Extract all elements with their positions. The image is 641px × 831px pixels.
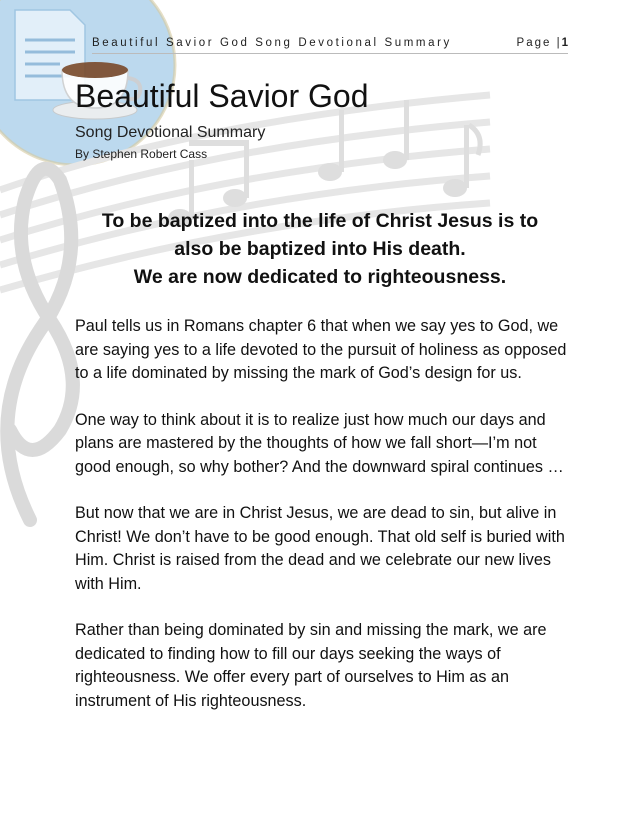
- key-statement-line: We are now dedicated to righteousness.: [133, 266, 507, 288]
- page-label: Page |: [516, 37, 562, 49]
- body-paragraph: Rather than being dominated by sin and missing the mark, we are dedicated to finding how to fill our days seeking the ways of righteousness. We offer every part of ourselves to Him as an instrument of His righteousness.: [75, 621, 547, 710]
- body-paragraph: One way to think about it is to realize just how much our days and plans are mastered by the thoughts of how we fall short—I’m not good enough, so why bother? And the downward spiral continues …: [75, 410, 564, 476]
- document-subtitle: Song Devotional Summary: [75, 124, 266, 141]
- body-paragraph: Paul tells us in Romans chapter 6 that when we say yes to God, we are saying yes to a life devoted to the pursuit of holiness as opposed to a life dominated by missing the mark of God’s design for us.: [75, 317, 567, 382]
- author-byline: By Stephen Robert Cass: [75, 147, 208, 161]
- key-statement-line: To be baptized into the life of Christ Jesus is to: [101, 210, 539, 232]
- body-paragraph: But now that we are in Christ Jesus, we are dead to sin, but alive in Christ! We don’t have to be good enough. That old self is buried with Him. Christ is raised from the dead and we celebrate our new lives with Him.: [75, 504, 565, 593]
- key-statement: [70, 207, 570, 291]
- page-number-block: [517, 37, 568, 49]
- running-title: Beautiful Savior God Song Devotional Summary: [92, 37, 452, 49]
- document-title: Beautiful Savior God: [75, 78, 369, 114]
- page-number: 1: [561, 37, 568, 49]
- key-statement-line: also be baptized into His death.: [174, 238, 466, 260]
- body-text: [75, 315, 575, 736]
- page-header: [92, 37, 568, 54]
